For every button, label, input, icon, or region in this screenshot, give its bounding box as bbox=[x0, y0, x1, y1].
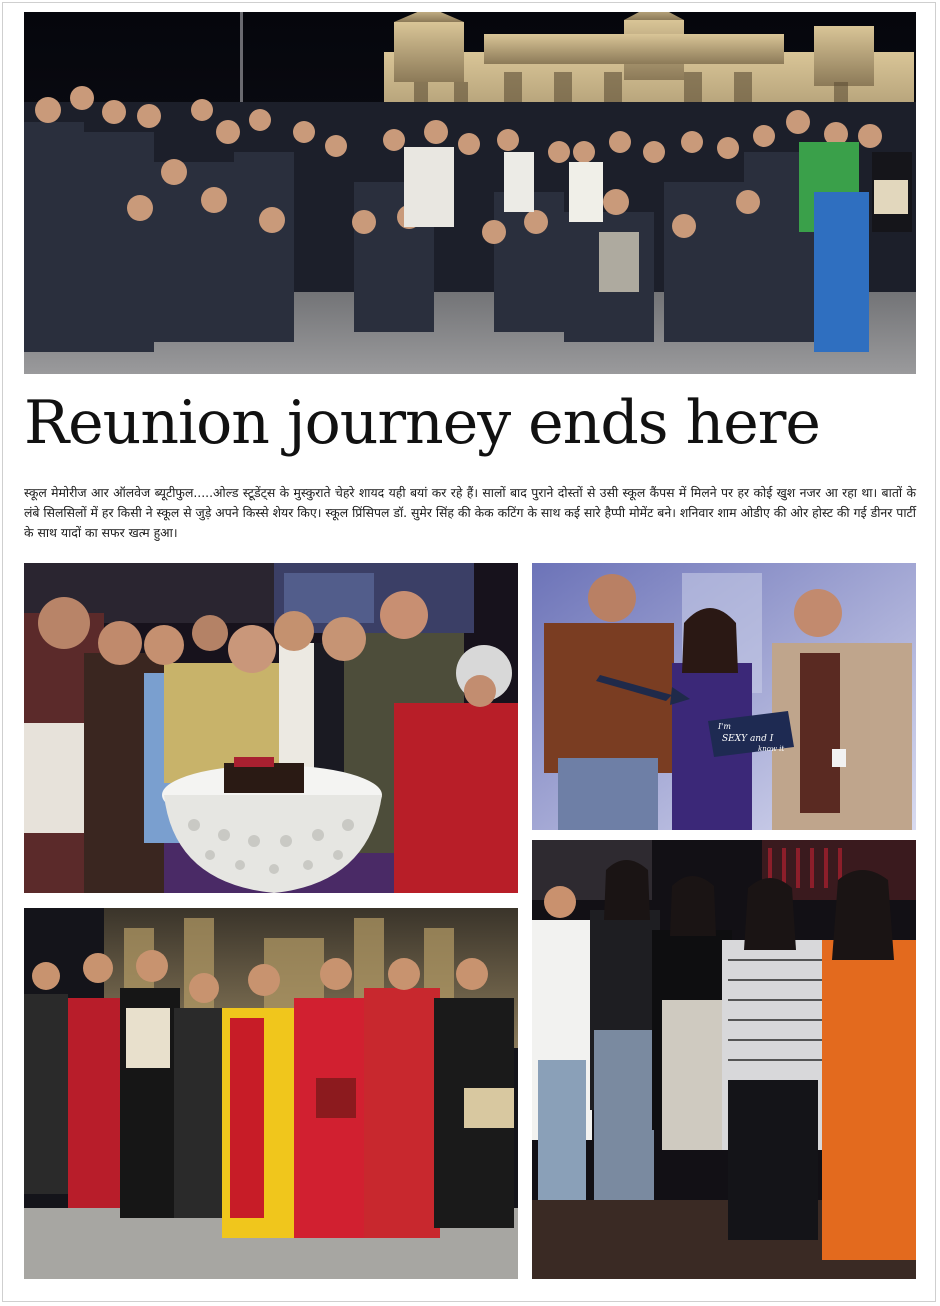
women-group-photo bbox=[24, 908, 518, 1279]
sign-text-line1: I'm bbox=[718, 722, 731, 731]
friends-group-photo bbox=[532, 840, 916, 1279]
article-body: स्कूल मेमोरीज आर ऑलवेज ब्यूटीफुल.....ओल्ड स्टूडेंट्स के मुस्कुराते चेहरे शायद यही बयां कर रहे हैं। सालों बाद पुराने दोस्तों से उसी स्कूल कैंपस में मिलने पर हर कोई खुश नजर आ रहा था। बातों के लंबे सिलसिलों में हर किसी ने स्कूल से जुड़े अपने किस्से शेयर किए। स्कूल प्रिंसिपल डॉ. सुमेर सिंह की केक कटिंग के साथ कई सारे हैप्पी मोमेंट बने। शनिवार शाम ओडीए की ओर होस्ट की गई डीनर पार्टी के साथ यादों का सफर खत्म हुआ। bbox=[24, 485, 916, 540]
group-photo bbox=[24, 12, 916, 374]
sign-text-line3: know it bbox=[758, 745, 785, 753]
headline: Reunion journey ends here bbox=[24, 388, 820, 458]
photo-booth-props-photo bbox=[532, 563, 916, 830]
cake-cutting-photo bbox=[24, 563, 518, 893]
sign-text-line2: SEXY and I bbox=[722, 734, 774, 744]
